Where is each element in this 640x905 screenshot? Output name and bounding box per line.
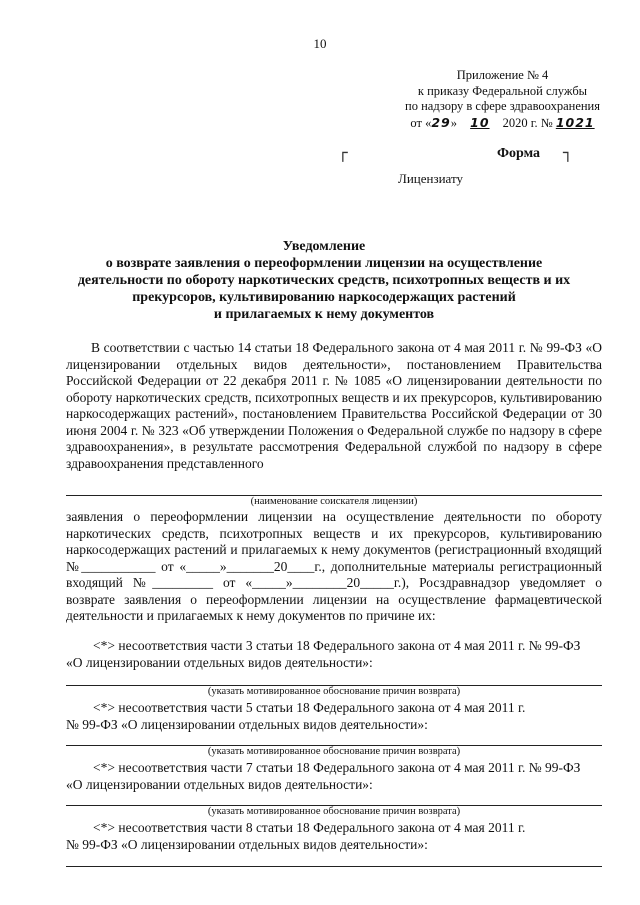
reason-2-caption: (указать мотивированное обоснование причин возврата) — [207, 746, 461, 757]
paragraph-2: заявления о переоформлении лицензии на осуществление деятельности по обороту наркотических средств, психотропных веществ и их прекурсоров, культивированию наркосодержащих растений и прилагаемых к нему документов (регистрационный входящий №___________ от «_____»_______20____г., дополнительные материалы регистрационный входящий №_________ от «_____»________20_____г.), Росздравнадзор уведомляет о возврате заявления о переоформлении лицензии на осуществление фармацевтической деятельности и прилагаемых к нему документов по причине их: — [66, 509, 602, 623]
bracket-right-icon: ┐ — [563, 143, 573, 162]
reason-item-4 — [66, 819, 602, 853]
reason-4-line-1: <*> несоответствия части 8 статьи 18 Федерального закона от 4 мая 2011 г. — [93, 820, 526, 835]
reason-item-3 — [66, 759, 602, 793]
bracket-left-icon: ┌ — [338, 143, 348, 162]
title-line-4: прекурсоров, культивированию наркосодержащих растений — [132, 290, 516, 305]
reason-item-1 — [66, 637, 602, 671]
reason-2-line-2: № 99-ФЗ «О лицензировании отдельных видов деятельности»: — [66, 717, 428, 732]
appendix-line-2: к приказу Федеральной службы — [417, 83, 588, 98]
reason-1-line-2: «О лицензировании отдельных видов деятельности»: — [66, 655, 373, 670]
title-line-1: Уведомление — [282, 239, 366, 254]
form-label: Форма — [497, 146, 541, 161]
reason-3-line-1: <*> несоответствия части 7 статьи 18 Федерального закона от 4 мая 2011 г. № 99-ФЗ — [93, 760, 581, 775]
reason-item-2 — [66, 699, 602, 733]
title-line-2: о возврате заявления о переоформлении лицензии на осуществление — [105, 256, 543, 271]
appendix-line-3: по надзору в сфере здравоохранения — [405, 99, 600, 113]
appendix-block — [405, 68, 600, 131]
reason-1-caption: (указать мотивированное обоснование причин возврата) — [207, 686, 461, 697]
reason-1-line-1: <*> несоответствия части 3 статьи 18 Федерального закона от 4 мая 2011 г. № 99-ФЗ — [93, 638, 581, 653]
appendix-line-1: Приложение № 4 — [456, 68, 549, 82]
title-line-5: и прилагаемых к нему документов — [213, 307, 435, 322]
paragraph-1: В соответствии с частью 14 статьи 18 Федерального закона от 4 мая 2011 г. № 99-ФЗ «О лицензировании отдельных видов деятельности», постановлением Правительства Российской Федерации от 22 декабря 2011 г. № 1085 «О лицензировании деятельности по обороту наркотических средств, психотропных веществ и их прекурсоров, культивированию наркосодержащих растений», постановлением Правительства Российской Федерации от 30 июня 2004 г. № 323 «Об утверждении Положения о Федеральной службе по надзору в сфере здравоохранения», в результате рассмотрения Федеральной службой по надзору в сфере здравоохранения представленного — [66, 340, 602, 471]
applicant-caption: (наименование соискателя лицензии) — [250, 496, 418, 507]
order-number: 1021 — [555, 114, 595, 130]
reason-3-line-2: «О лицензировании отдельных видов деятельности»: — [66, 777, 373, 792]
licensee-label: Лицензиату — [398, 171, 463, 186]
date-month: 10 — [470, 114, 490, 130]
date-mid: » — [450, 115, 461, 130]
notice-title — [60, 238, 588, 323]
page-number: 10 — [313, 36, 327, 51]
appendix-date-line — [405, 115, 600, 132]
reason-3-caption: (указать мотивированное обоснование причин возврата) — [207, 806, 461, 817]
title-line-3: деятельности по обороту наркотических средств, психотропных веществ и их — [77, 273, 571, 288]
date-day: 29 — [431, 114, 451, 130]
date-prefix: от « — [410, 115, 432, 130]
reason-2-line-1: <*> несоответствия части 5 статьи 18 Федерального закона от 4 мая 2011 г. — [93, 700, 526, 715]
date-suffix: 2020 г. № — [499, 115, 556, 130]
reason-4-line-2: № 99-ФЗ «О лицензировании отдельных видов деятельности»: — [66, 837, 428, 852]
reason-4-line — [66, 866, 602, 867]
